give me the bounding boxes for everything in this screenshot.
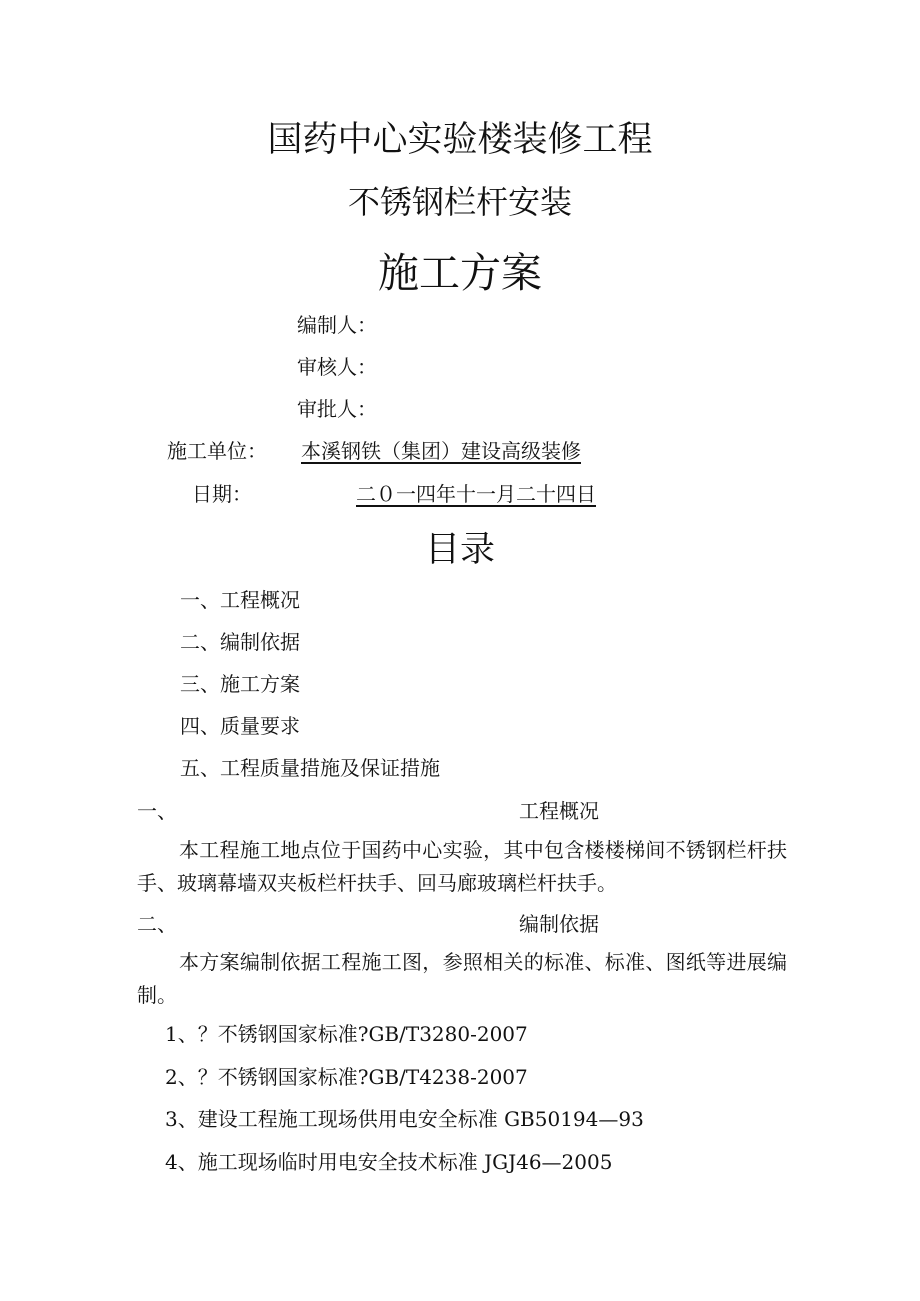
section2-title: 编制依据 — [519, 912, 599, 936]
toc-item: 二、编制依据 — [180, 630, 300, 654]
approver-label: 审批人： — [297, 397, 377, 421]
standard-item: 2、？不锈钢国家标准?GB/T4238-2007 — [165, 1065, 528, 1089]
toc-item: 五、工程质量措施及保证措施 — [180, 756, 440, 780]
compiler-label: 编制人： — [297, 313, 377, 337]
date-label: 日期： — [192, 482, 252, 506]
construction-unit-value: 本溪钢铁（集团）建设高级装修 — [301, 439, 581, 463]
cover-title-line2: 不锈钢栏杆安装 — [347, 183, 572, 221]
standard-item: 4、施工现场临时用电安全技术标准 JGJ46—2005 — [165, 1150, 613, 1174]
cover-title-line1: 国药中心实验楼装修工程 — [267, 120, 653, 160]
toc-item: 四、质量要求 — [180, 714, 300, 738]
toc-item: 三、施工方案 — [180, 672, 300, 696]
section1-title: 工程概况 — [519, 799, 599, 823]
section1-number: 一、 — [137, 799, 177, 823]
standard-item: 1、？不锈钢国家标准?GB/T3280-2007 — [165, 1022, 528, 1046]
toc-item: 一、工程概况 — [180, 588, 300, 612]
section2-number: 二、 — [137, 912, 177, 936]
standard-item: 3、建设工程施工现场供用电安全标准 GB50194—93 — [165, 1107, 644, 1131]
section2-paragraph: 本方案编制依据工程施工图，参照相关的标准、标准、图纸等进展编制。 — [137, 950, 787, 1007]
toc-title: 目录 — [424, 530, 495, 570]
reviewer-label: 审核人： — [297, 355, 377, 379]
date-value: 二０一四年十一月二十四日 — [356, 482, 596, 506]
cover-title-line3: 施工方案 — [378, 249, 542, 297]
section1-paragraph: 本工程施工地点位于国药中心实验，其中包含楼楼梯间不锈钢栏杆扶手、玻璃幕墙双夹板栏杆扶手、回马廊玻璃栏杆扶手。 — [137, 838, 787, 895]
construction-unit-label: 施工单位： — [167, 439, 267, 463]
